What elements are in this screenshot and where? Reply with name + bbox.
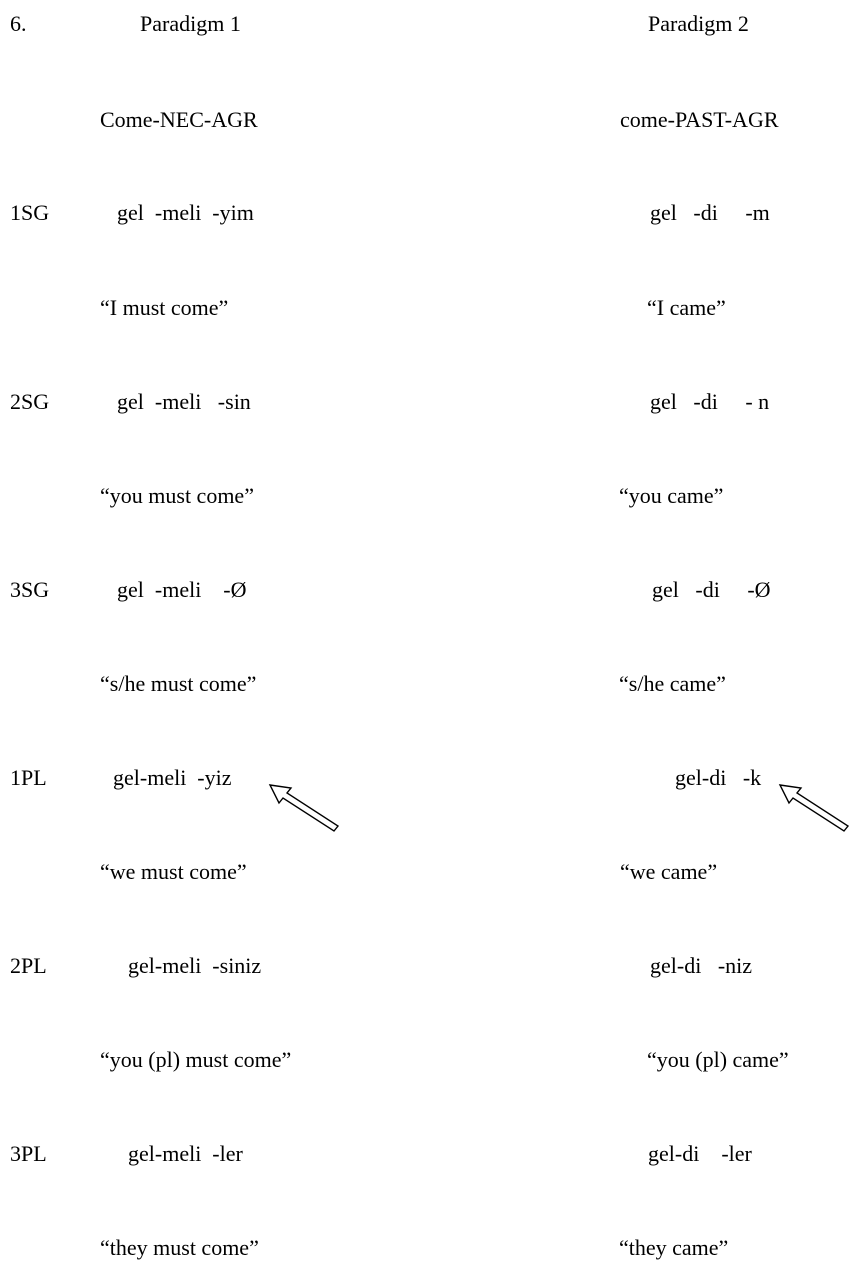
paradigm-2-translation: “s/he came” bbox=[619, 671, 726, 696]
paradigm-2-form: gel -di - n bbox=[650, 389, 770, 414]
person-label: 1SG bbox=[10, 200, 50, 225]
paradigm-2-translation: “we came” bbox=[620, 859, 718, 884]
paradigm-1-form: gel-meli -ler bbox=[128, 1141, 243, 1166]
paradigm-1-translation: “you (pl) must come” bbox=[100, 1047, 292, 1072]
paradigm-2-gloss: come-PAST-AGR bbox=[620, 107, 779, 132]
paradigm-1-translation: “we must come” bbox=[100, 859, 247, 884]
paradigm-2-translation: “you came” bbox=[619, 483, 724, 508]
person-label: 2SG bbox=[10, 389, 50, 414]
paradigm-1-form: gel -meli -sin bbox=[117, 389, 251, 414]
paradigm-2-translation: “they came” bbox=[619, 1235, 729, 1260]
paradigm-2-form: gel-di -k bbox=[675, 765, 762, 790]
paradigm-1-translation: “you must come” bbox=[100, 483, 254, 508]
paradigm-1-form: gel-meli -siniz bbox=[128, 953, 262, 978]
paradigm-1-form: gel-meli -yiz bbox=[113, 765, 232, 790]
example-number: 6. bbox=[10, 11, 27, 36]
paradigm-1-translation: “s/he must come” bbox=[100, 671, 257, 696]
paradigm-2-form: gel-di -niz bbox=[650, 953, 753, 978]
paradigm-1-form: gel -meli -Ø bbox=[117, 577, 247, 602]
person-label: 1PL bbox=[10, 765, 47, 790]
paradigm-2-translation: “you (pl) came” bbox=[647, 1047, 789, 1072]
person-label: 3PL bbox=[10, 1141, 47, 1166]
paradigm-2-translation: “I came” bbox=[647, 295, 726, 320]
arrow-up-left-icon bbox=[778, 783, 850, 833]
paradigm-1-gloss: Come-NEC-AGR bbox=[100, 107, 258, 132]
paradigm-1-translation: “they must come” bbox=[100, 1235, 259, 1260]
person-label: 3SG bbox=[10, 577, 50, 602]
person-label: 2PL bbox=[10, 953, 47, 978]
paradigm-1-heading: Paradigm 1 bbox=[140, 11, 241, 36]
paradigm-2-form: gel-di -ler bbox=[648, 1141, 752, 1166]
paradigm-1-translation: “I must come” bbox=[100, 295, 229, 320]
paradigm-1-form: gel -meli -yim bbox=[117, 200, 254, 225]
arrow-up-left-icon bbox=[268, 783, 340, 833]
paradigm-2-form: gel -di -Ø bbox=[652, 577, 771, 602]
paradigm-2-heading: Paradigm 2 bbox=[648, 11, 749, 36]
paradigm-2-form: gel -di -m bbox=[650, 200, 770, 225]
